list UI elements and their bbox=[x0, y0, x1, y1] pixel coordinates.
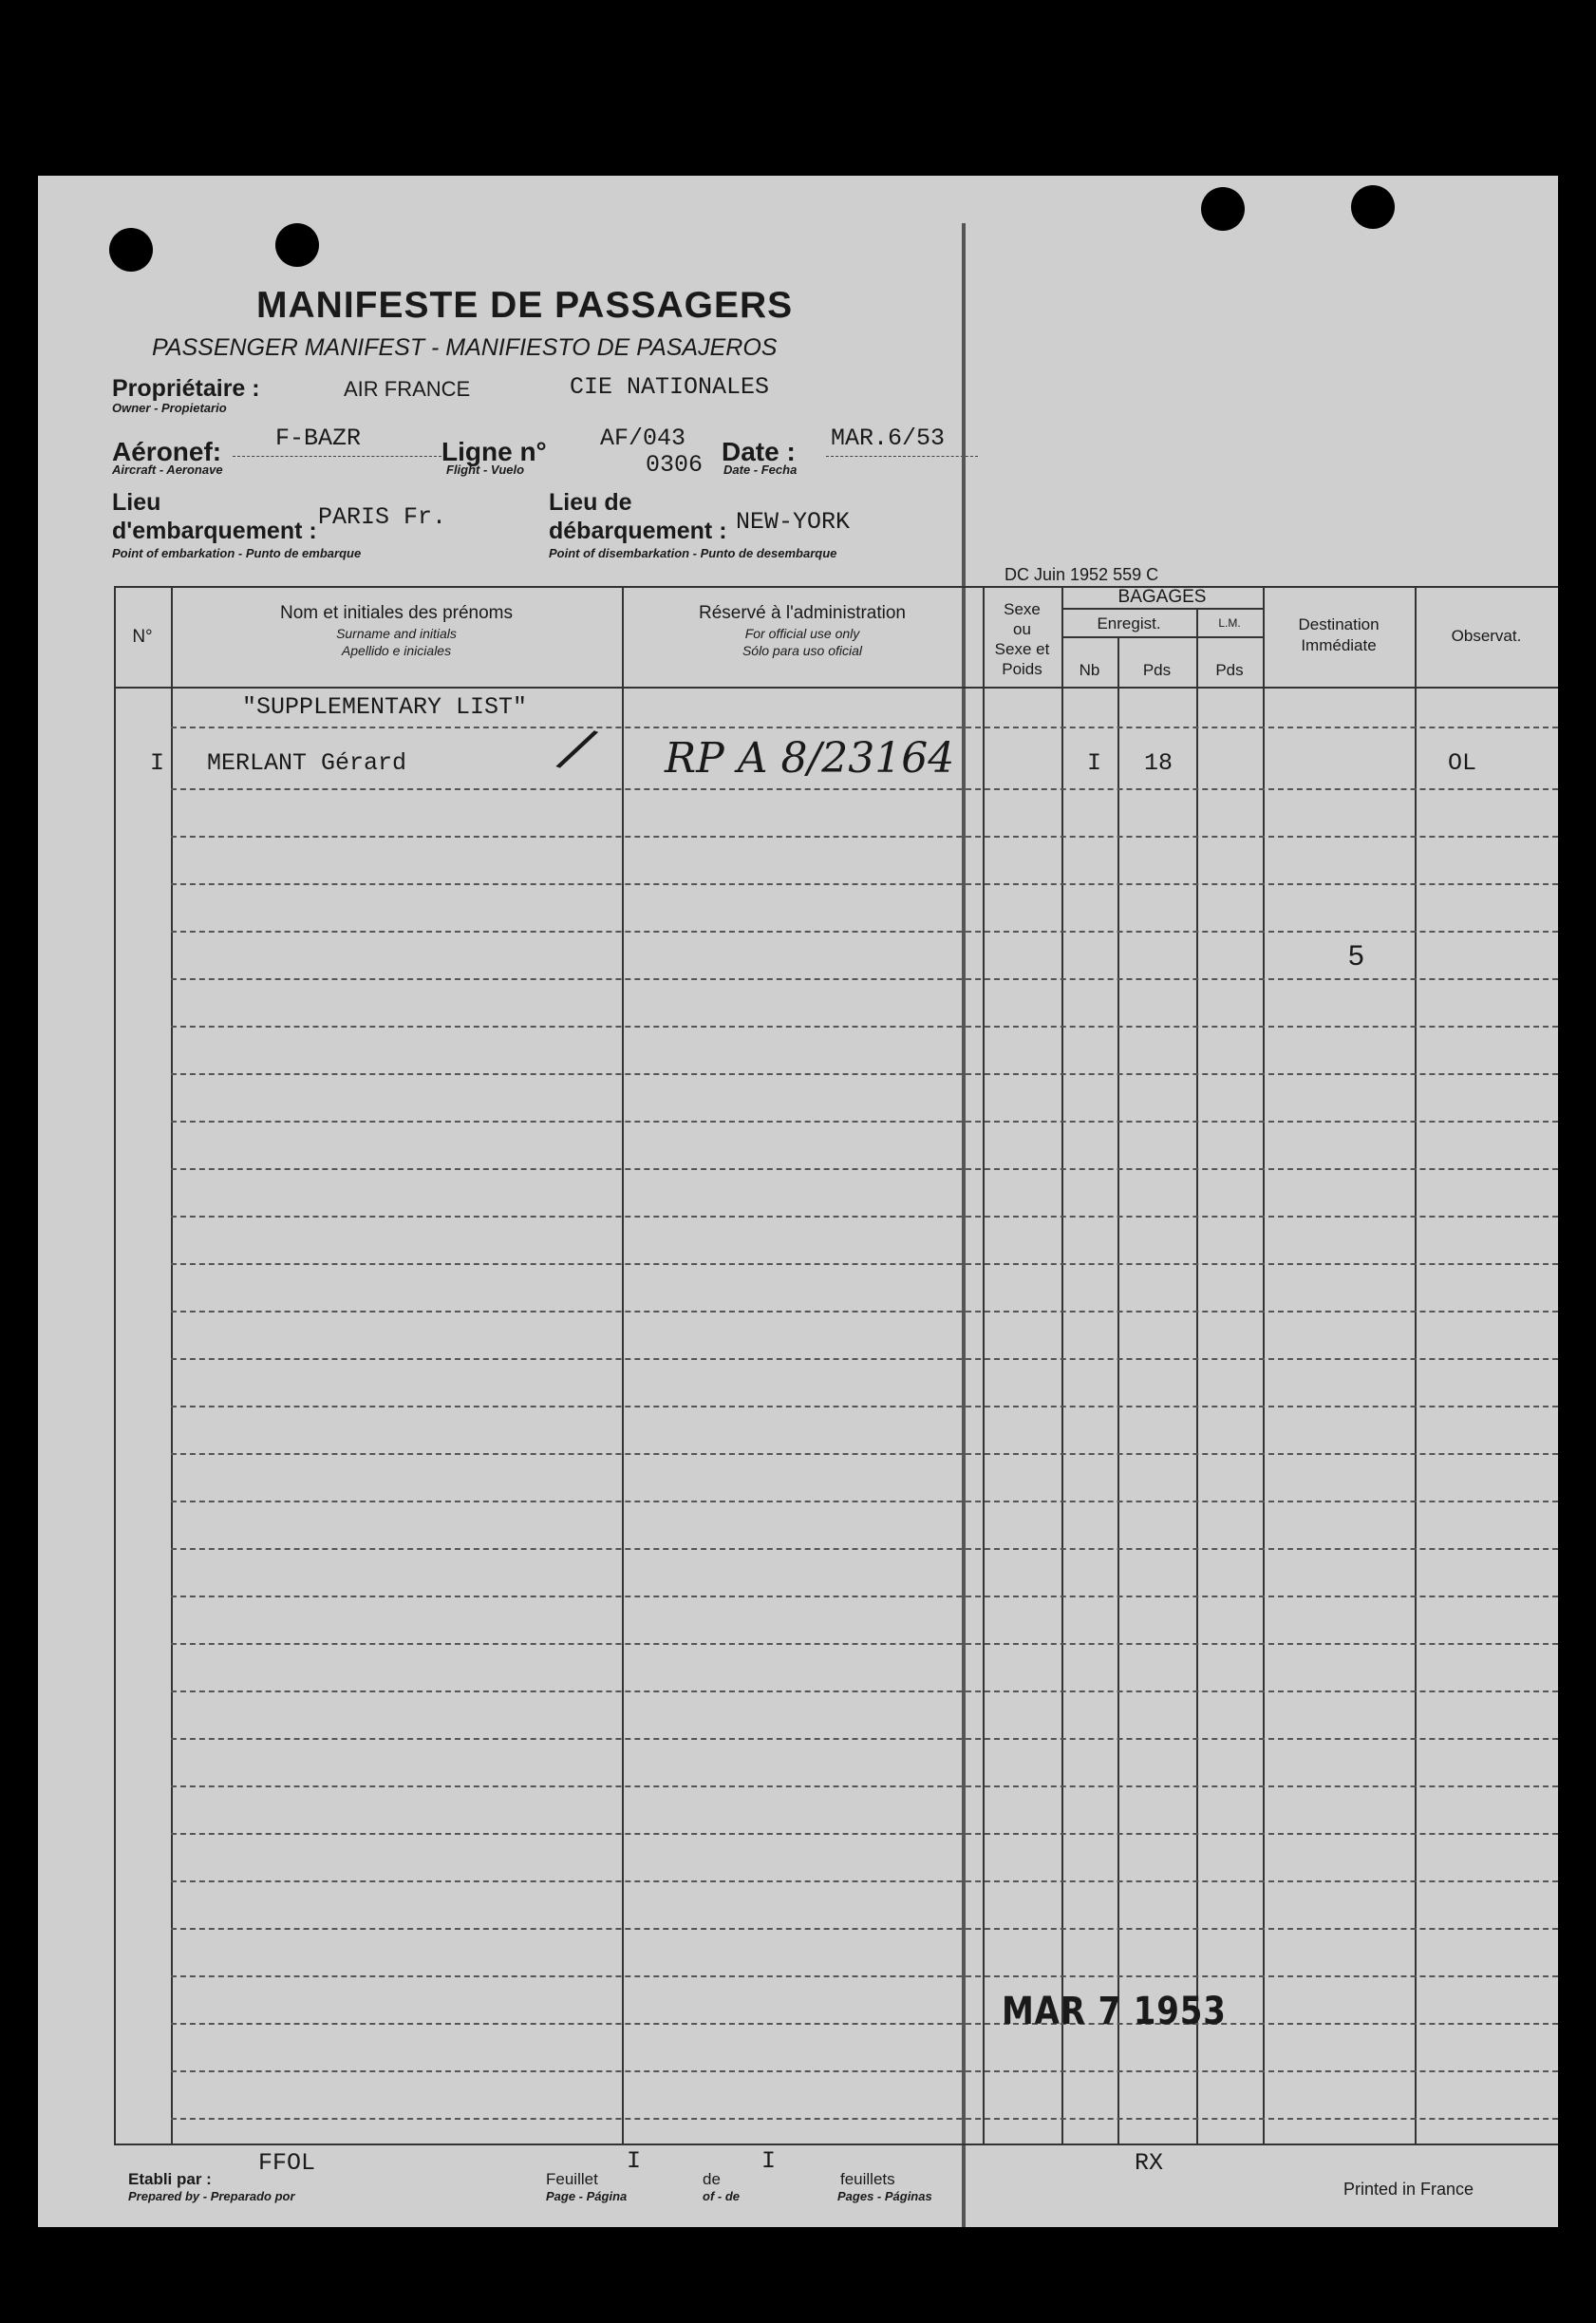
header-destination-1: Destination bbox=[1298, 615, 1380, 633]
row-line bbox=[171, 883, 1558, 885]
col-line-name bbox=[622, 586, 624, 2144]
aircraft-underline bbox=[233, 456, 441, 457]
row-line bbox=[171, 1975, 1558, 1977]
punch-hole-center-left bbox=[275, 223, 319, 267]
header-observ: Observat. bbox=[1451, 627, 1522, 645]
sheets-label: feuillets bbox=[840, 2170, 895, 2188]
of-sublabel: of - de bbox=[703, 2189, 740, 2203]
embarkation-sublabel: Point of embarkation - Punto de embarque bbox=[112, 546, 362, 560]
aircraft-sublabel: Aircraft - Aeronave bbox=[112, 463, 223, 477]
fold-line bbox=[962, 223, 966, 2227]
row-line bbox=[171, 1216, 1558, 1218]
header-name-en: Surname and initials bbox=[336, 626, 457, 641]
owner-value-typed: CIE NATIONALES bbox=[570, 373, 770, 401]
manifest-paper bbox=[38, 176, 1558, 2227]
passenger-1-name: MERLANT Gérard bbox=[207, 749, 407, 777]
aircraft-value: F-BAZR bbox=[275, 425, 362, 452]
sheet-label: Feuillet bbox=[546, 2170, 598, 2188]
annotation-5: 5 bbox=[1348, 940, 1364, 972]
row-line bbox=[171, 1453, 1558, 1455]
header-sex-4: Poids bbox=[1002, 660, 1042, 678]
prepared-by-sublabel: Prepared by - Preparado por bbox=[128, 2189, 295, 2203]
header-admin-en: For official use only bbox=[744, 626, 860, 641]
row-line bbox=[171, 1263, 1558, 1265]
row-line bbox=[171, 1880, 1558, 1882]
row-line bbox=[171, 2070, 1558, 2072]
flight-sublabel: Flight - Vuelo bbox=[446, 463, 525, 477]
table-top-border bbox=[114, 586, 1558, 588]
date-underline bbox=[826, 456, 978, 457]
sheet-sublabel: Page - Página bbox=[546, 2189, 628, 2203]
col-line-dest bbox=[1415, 586, 1417, 2144]
date-sublabel: Date - Fecha bbox=[723, 463, 798, 477]
passenger-1-no: I bbox=[150, 749, 165, 777]
row-line bbox=[171, 1785, 1558, 1787]
row-line bbox=[171, 1596, 1558, 1597]
page-title: MANIFESTE DE PASSAGERS bbox=[256, 285, 794, 326]
header-pds: Pds bbox=[1142, 661, 1172, 679]
date-value: MAR.6/53 bbox=[831, 425, 946, 452]
row-line bbox=[171, 1928, 1558, 1930]
flight-label: Ligne n° bbox=[441, 437, 547, 466]
supplementary-list-label: "SUPPLEMENTARY LIST" bbox=[242, 693, 528, 721]
header-registered: Enregist. bbox=[1097, 614, 1161, 633]
col-line-pds bbox=[1196, 608, 1198, 2144]
row-line bbox=[171, 2118, 1558, 2120]
flight-value: AF/043 bbox=[600, 425, 686, 452]
col-line-left bbox=[114, 586, 116, 2144]
passenger-1-admin: RP A 8/23164 bbox=[665, 734, 955, 783]
row-line bbox=[171, 836, 1558, 838]
of-label: de bbox=[703, 2170, 721, 2188]
passenger-1-observ: OL bbox=[1448, 749, 1477, 777]
passenger-1-nb: I bbox=[1087, 749, 1102, 777]
embarkation-value: PARIS Fr. bbox=[318, 503, 447, 531]
page-subtitle: PASSENGER MANIFEST - MANIFIESTO DE PASAJEROS bbox=[152, 334, 778, 361]
col-line-sex bbox=[1061, 586, 1063, 2144]
baggage-subheader-line bbox=[1061, 636, 1263, 638]
header-name: Nom et initiales des prénoms bbox=[280, 603, 513, 623]
row-line bbox=[171, 1358, 1558, 1360]
of-value: I bbox=[761, 2147, 777, 2175]
header-hand-pds: Pds bbox=[1215, 661, 1244, 679]
header-sex-3: Sexe et bbox=[994, 640, 1050, 658]
row-line bbox=[171, 931, 1558, 933]
footer-initials: RX bbox=[1135, 2149, 1164, 2177]
form-code: DC Juin 1952 559 C bbox=[1005, 565, 1159, 584]
col-line-nb bbox=[1117, 636, 1119, 2144]
owner-value-printed: AIR FRANCE bbox=[344, 377, 471, 401]
header-admin-es: Sólo para uso oficial bbox=[742, 643, 863, 658]
aircraft-label: Aéronef: bbox=[112, 437, 222, 466]
flight-value-2: 0306 bbox=[646, 451, 704, 479]
embarkation-label-2: d'embarquement : bbox=[112, 518, 317, 544]
row-line bbox=[171, 1738, 1558, 1740]
table-bottom-border bbox=[114, 2144, 1558, 2145]
slash-mark: / bbox=[556, 713, 598, 784]
disembarkation-value: NEW-YORK bbox=[736, 508, 851, 536]
col-line-no bbox=[171, 586, 173, 2144]
row-line bbox=[171, 788, 1558, 790]
printed-in-france: Printed in France bbox=[1343, 2180, 1474, 2199]
row-line bbox=[171, 1026, 1558, 1028]
row-line bbox=[171, 1690, 1558, 1692]
row-line bbox=[171, 1121, 1558, 1123]
owner-sublabel: Owner - Propietario bbox=[112, 401, 227, 415]
table-header-border bbox=[114, 687, 1558, 689]
row-line bbox=[171, 727, 1558, 728]
header-hand-label: L.M. bbox=[1218, 616, 1241, 630]
sheet-value: I bbox=[627, 2147, 642, 2175]
row-line bbox=[171, 1833, 1558, 1835]
col-line-admin bbox=[983, 586, 985, 2144]
header-name-es: Apellido e iniciales bbox=[341, 643, 452, 658]
punch-hole-right bbox=[1351, 185, 1395, 229]
header-nb: Nb bbox=[1079, 661, 1100, 679]
embarkation-label-1: Lieu bbox=[112, 489, 161, 516]
disembarkation-label-2: débarquement : bbox=[549, 518, 727, 544]
disembarkation-label-1: Lieu de bbox=[549, 489, 632, 516]
prepared-by-value: FFOL bbox=[258, 2149, 316, 2177]
row-line bbox=[171, 1643, 1558, 1645]
row-line bbox=[171, 1073, 1558, 1075]
header-no: N° bbox=[132, 627, 153, 647]
header-baggage: BAGAGES bbox=[1117, 587, 1207, 607]
owner-label: Propriétaire : bbox=[112, 375, 260, 402]
header-sex-1: Sexe bbox=[1004, 600, 1041, 618]
header-sex-2: ou bbox=[1013, 620, 1031, 638]
received-date-stamp: MAR 7 1953 bbox=[1002, 1990, 1227, 2033]
passenger-1-pds: 18 bbox=[1144, 749, 1174, 777]
row-line bbox=[171, 1548, 1558, 1550]
row-line bbox=[171, 2023, 1558, 2025]
header-admin: Réservé à l'administration bbox=[699, 603, 906, 623]
punch-hole-center-right bbox=[1201, 187, 1245, 231]
prepared-by-label: Etabli par : bbox=[128, 2170, 212, 2188]
row-line bbox=[171, 1311, 1558, 1313]
date-label: Date : bbox=[722, 437, 796, 466]
col-line-hand bbox=[1263, 586, 1265, 2144]
row-line bbox=[171, 1406, 1558, 1407]
row-line bbox=[171, 978, 1558, 980]
header-destination-2: Immédiate bbox=[1301, 636, 1377, 654]
row-line bbox=[171, 1501, 1558, 1502]
punch-hole-left bbox=[109, 228, 153, 272]
disembarkation-sublabel: Point of disembarkation - Punto de desembarque bbox=[549, 546, 837, 560]
row-line bbox=[171, 1168, 1558, 1170]
sheets-sublabel: Pages - Páginas bbox=[837, 2189, 932, 2203]
